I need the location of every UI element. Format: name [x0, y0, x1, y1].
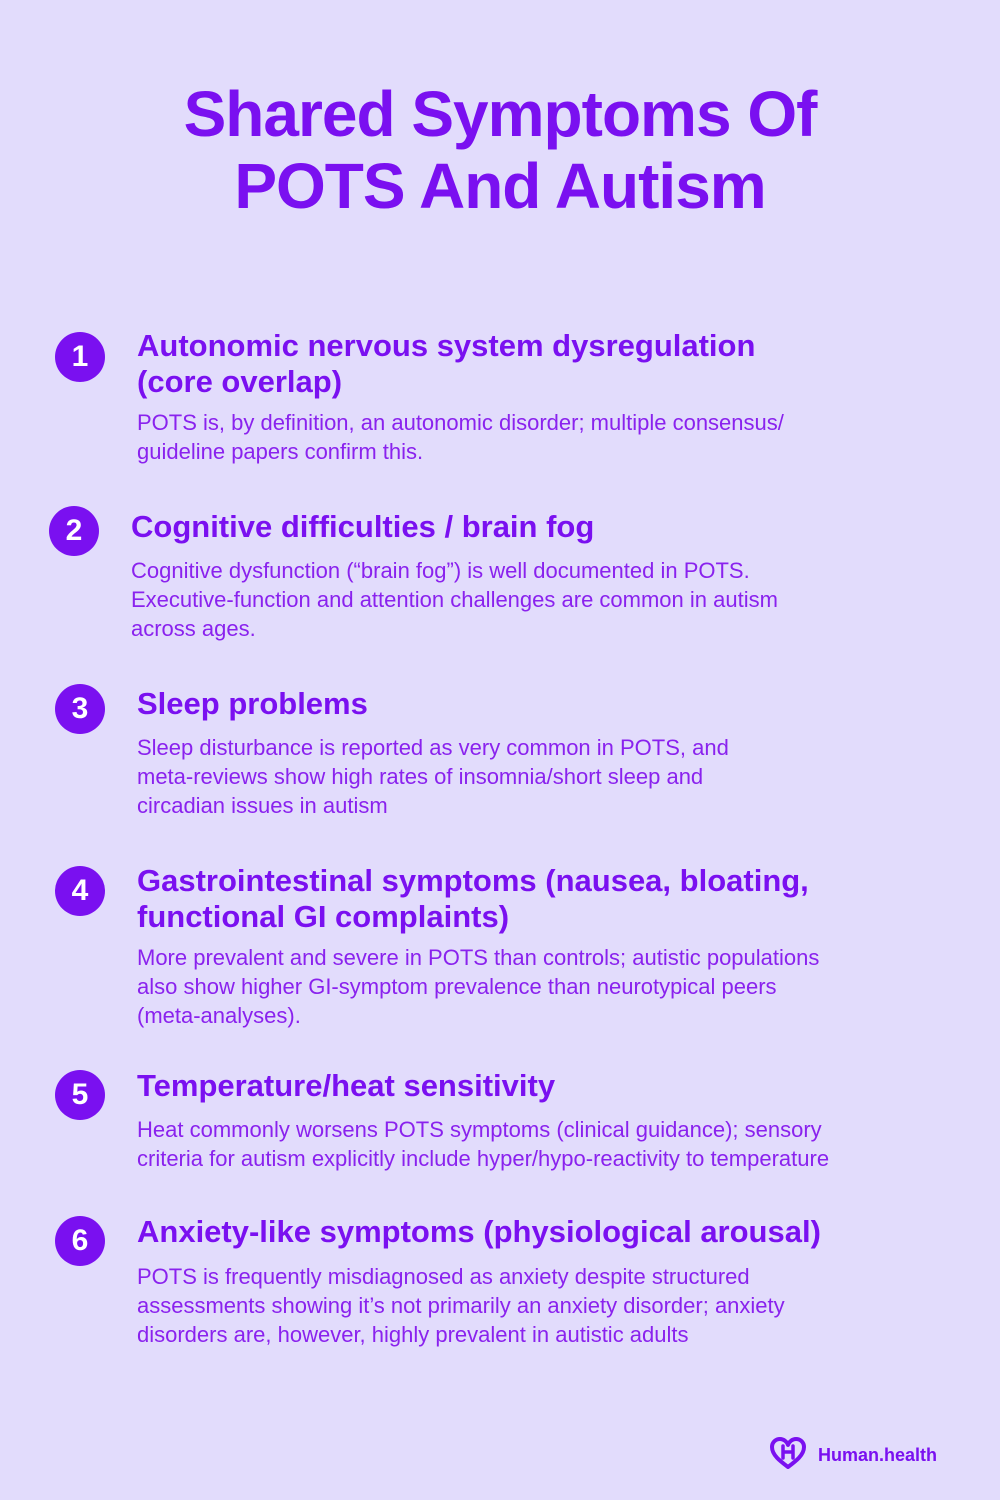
symptom-heading: Sleep problems: [137, 686, 368, 721]
number-badge: 4: [55, 866, 105, 916]
page-title-line-2: POTS And Autism: [234, 150, 766, 222]
symptom-description: More prevalent and severe in POTS than controls; autistic populations also show higher GI-symptom prevalence than neurotypical peers (meta-analyses).: [137, 945, 820, 1028]
number-badge: 2: [49, 506, 99, 556]
brand-footer: [768, 1436, 937, 1475]
symptom-heading: Gastrointestinal symptoms (nausea, bloating, functional GI complaints): [137, 863, 809, 934]
brand-name: Human.health: [818, 1445, 938, 1465]
symptom-description: Heat commonly worsens POTS symptoms (clinical guidance); sensory criteria for autism explicitly include hyper/hypo-reactivity to temperature: [137, 1117, 830, 1171]
heart-h-logo-icon: [768, 1436, 808, 1475]
page-title-line-1: Shared Symptoms Of: [183, 78, 817, 150]
number-badge: 1: [55, 332, 105, 382]
page-title: [0, 78, 1000, 222]
number-badge: 3: [55, 684, 105, 734]
symptom-description: POTS is, by definition, an autonomic disorder; multiple consensus/ guideline papers confirm this.: [137, 410, 784, 464]
number-badge: 6: [55, 1216, 105, 1266]
symptom-description: POTS is frequently misdiagnosed as anxiety despite structured assessments showing it’s not primarily an anxiety disorder; anxiety disorders are, however, highly prevalent in autistic adults: [137, 1264, 785, 1347]
symptom-heading: Autonomic nervous system dysregulation (core overlap): [137, 328, 756, 399]
symptom-description: Sleep disturbance is reported as very common in POTS, and meta-reviews show high rates of insomnia/short sleep and circadian issues in autism: [137, 735, 729, 818]
symptom-description: Cognitive dysfunction (“brain fog”) is well documented in POTS. Executive-function and attention challenges are common in autism across ages.: [131, 558, 778, 641]
number-badge: 5: [55, 1070, 105, 1120]
symptom-heading: Anxiety-like symptoms (physiological arousal): [137, 1214, 821, 1249]
symptom-heading: Cognitive difficulties / brain fog: [131, 509, 595, 544]
symptom-heading: Temperature/heat sensitivity: [137, 1068, 556, 1103]
